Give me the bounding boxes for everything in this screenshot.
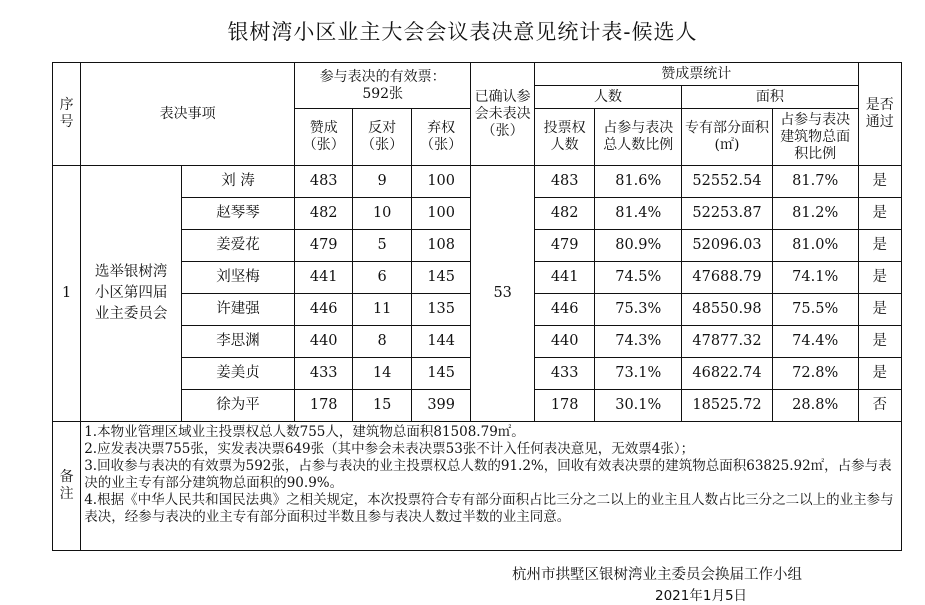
row-item	[81, 166, 182, 422]
area-ratio: 81.0%	[772, 230, 858, 262]
passed-status: 是	[858, 198, 901, 230]
passed-status: 是	[858, 294, 901, 326]
oppose-count: 15	[353, 390, 411, 422]
header-stats: 赞成票统计	[534, 63, 858, 86]
oppose-count: 11	[353, 294, 411, 326]
candidate-name: 姜爱花	[182, 230, 295, 262]
note-item: 4.根据《中华人民共和国民法典》之相关规定，本次投票符合专有部分面积占比三分之二以上的业主且人数占比三分之二以上的业主参与表决，经参与表决的业主专有部分面积过半数且参与表决人数过半数的业主同意。	[84, 492, 894, 525]
page-title: 银树湾小区业主大会会议表决意见统计表-候选人	[227, 20, 698, 44]
passed-status: 否	[858, 390, 901, 422]
footer-organization: 杭州市拱墅区银树湾业主委员会换届工作小组	[512, 567, 802, 583]
voters-count: 178	[534, 390, 594, 422]
people-ratio: 81.6%	[595, 166, 682, 198]
people-ratio: 75.3%	[595, 294, 682, 326]
area-ratio: 75.5%	[772, 294, 858, 326]
agree-count: 446	[294, 294, 352, 326]
header-voters: 投票权人数	[534, 109, 594, 166]
passed-status: 是	[858, 262, 901, 294]
abstain-count: 108	[411, 230, 471, 262]
abstain-count: 145	[411, 358, 471, 390]
agree-count: 483	[294, 166, 352, 198]
note-item: 3.回收参与表决的有效票为592张，占参与表决的业主投票权总人数的91.2%，回收有效表决票的建筑物总面积63825.92㎡，占参与表决的业主专有部分建筑物总面积的90.9%。	[84, 458, 892, 491]
area-ratio: 72.8%	[772, 358, 858, 390]
header-oppose: 反对（张）	[353, 109, 411, 166]
passed-status: 是	[858, 166, 901, 198]
agree-count: 479	[294, 230, 352, 262]
abstain-count: 399	[411, 390, 471, 422]
people-ratio: 74.3%	[595, 326, 682, 358]
header-people: 人数	[534, 86, 681, 109]
voters-count: 440	[534, 326, 594, 358]
abstain-count: 145	[411, 262, 471, 294]
area-value: 47688.79	[682, 262, 773, 294]
agree-count: 441	[294, 262, 352, 294]
abstain-count: 135	[411, 294, 471, 326]
area-value: 52096.03	[682, 230, 773, 262]
agree-count: 482	[294, 198, 352, 230]
row-item-text: 选举银树湾小区第四届业主委员会	[94, 264, 168, 322]
oppose-count: 10	[353, 198, 411, 230]
oppose-count: 6	[353, 262, 411, 294]
area-value: 52253.87	[682, 198, 773, 230]
candidate-name: 徐为平	[182, 390, 295, 422]
abstain-count: 100	[411, 198, 471, 230]
vote-statistics-table	[52, 62, 902, 551]
voters-count: 482	[534, 198, 594, 230]
note-item: 2.应发表决票755张，实发表决票649张（其中参会未表决票53张不计入任何表决意见，无效票4张）；	[84, 441, 695, 457]
candidate-name: 许建强	[182, 294, 295, 326]
voters-count: 433	[534, 358, 594, 390]
voters-count: 483	[534, 166, 594, 198]
area-ratio: 28.8%	[772, 390, 858, 422]
oppose-count: 8	[353, 326, 411, 358]
oppose-count: 5	[353, 230, 411, 262]
people-ratio: 80.9%	[595, 230, 682, 262]
area-ratio: 74.4%	[772, 326, 858, 358]
table-row	[53, 166, 902, 198]
candidate-name: 姜美贞	[182, 358, 295, 390]
passed-status: 是	[858, 358, 901, 390]
header-agree: 赞成（张）	[294, 109, 352, 166]
area-value: 46822.74	[682, 358, 773, 390]
header-unvoted: 已确认参会未表决（张）	[471, 63, 535, 166]
abstain-count: 100	[411, 166, 471, 198]
area-ratio: 81.2%	[772, 198, 858, 230]
oppose-count: 14	[353, 358, 411, 390]
row-seq: 1	[53, 166, 81, 422]
people-ratio: 74.5%	[595, 262, 682, 294]
header-people-ratio: 占参与表决总人数比例	[595, 109, 682, 166]
header-passed: 是否通过	[858, 63, 901, 166]
people-ratio: 81.4%	[595, 198, 682, 230]
header-area-value: 专有部分面积(㎡)	[682, 109, 773, 166]
agree-count: 433	[294, 358, 352, 390]
candidate-name: 刘坚梅	[182, 262, 295, 294]
candidate-name: 刘 涛	[182, 166, 295, 198]
passed-status: 是	[858, 230, 901, 262]
agree-count: 178	[294, 390, 352, 422]
voters-count: 441	[534, 262, 594, 294]
header-area-ratio: 占参与表决建筑物总面积比例	[772, 109, 858, 166]
header-area: 面积	[682, 86, 858, 109]
people-ratio: 30.1%	[595, 390, 682, 422]
candidate-name: 赵琴琴	[182, 198, 295, 230]
people-ratio: 73.1%	[595, 358, 682, 390]
area-ratio: 81.7%	[772, 166, 858, 198]
header-valid-votes: 参与表决的有效票：592张	[294, 63, 470, 109]
candidate-name: 李思渊	[182, 326, 295, 358]
area-ratio: 74.1%	[772, 262, 858, 294]
area-value: 18525.72	[682, 390, 773, 422]
footer-date: 2021年1月5日	[655, 588, 748, 604]
voters-count: 479	[534, 230, 594, 262]
agree-count: 440	[294, 326, 352, 358]
header-seq: 序号	[53, 63, 81, 166]
notes-label: 备注	[53, 422, 81, 551]
abstain-count: 144	[411, 326, 471, 358]
notes-text	[81, 422, 902, 551]
area-value: 47877.32	[682, 326, 773, 358]
header-item: 表决事项	[81, 63, 295, 166]
unvoted-count: 53	[471, 166, 535, 422]
voters-count: 446	[534, 294, 594, 326]
oppose-count: 9	[353, 166, 411, 198]
header-abstain: 弃权（张）	[411, 109, 471, 166]
note-item: 1.本物业管理区域业主投票权总人数755人，建筑物总面积81508.79㎡。	[84, 424, 525, 440]
area-value: 48550.98	[682, 294, 773, 326]
passed-status: 是	[858, 326, 901, 358]
area-value: 52552.54	[682, 166, 773, 198]
